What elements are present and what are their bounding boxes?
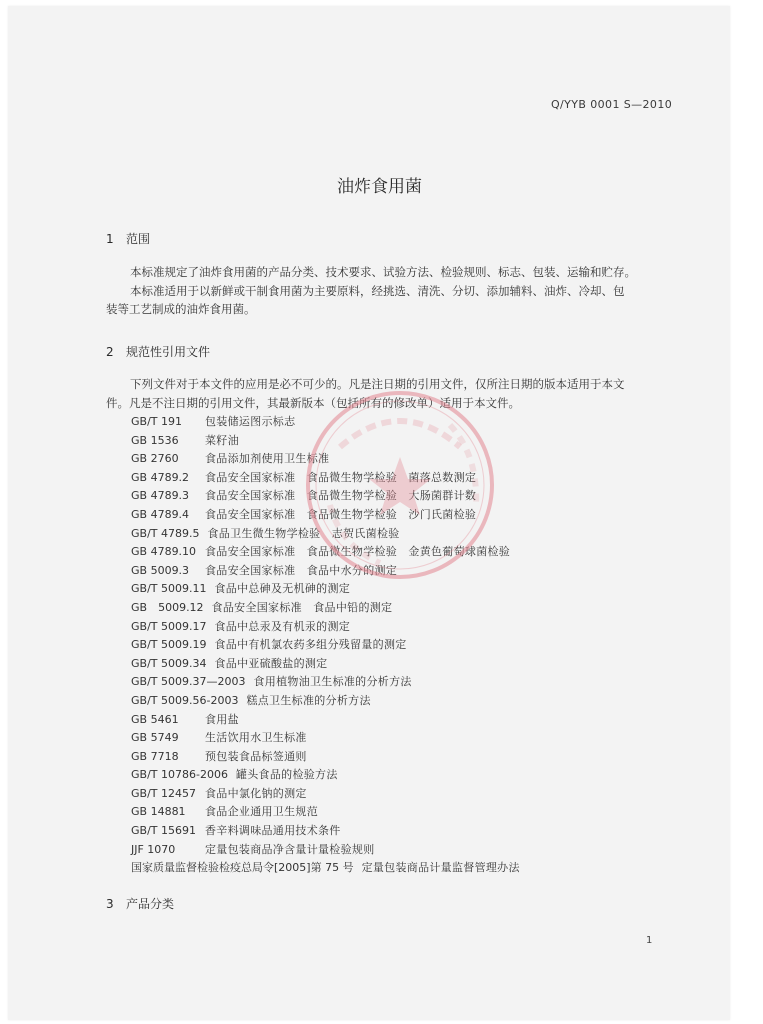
reference-item	[131, 711, 520, 730]
reference-title: 食品安全国家标准 食品微生物学检验 沙门氏菌检验	[205, 507, 477, 521]
reference-title: 食品中亚硫酸盐的测定	[214, 656, 328, 670]
reference-title: 食品中氯化钠的测定	[205, 786, 307, 800]
reference-code: JJF 1070	[131, 842, 176, 856]
reference-item	[131, 673, 520, 692]
reference-title: 菜籽油	[205, 433, 239, 447]
reference-title: 香辛料调味品通用技术条件	[205, 824, 341, 838]
scope-text	[106, 263, 636, 319]
reference-title: 食品安全国家标准 食品微生物学检验 金黄色葡萄球菌检验	[205, 545, 511, 559]
reference-title: 罐头食品的检验方法	[235, 768, 338, 782]
reference-code: GB/T 5009.37—2003	[131, 675, 246, 689]
section-title: 产品分类	[126, 897, 175, 911]
reference-item	[131, 859, 520, 878]
reference-title: 糕点卫生标准的分析方法	[246, 693, 371, 707]
reference-code: GB/T 5009.11	[131, 582, 207, 596]
reference-code: GB 14881	[131, 805, 186, 819]
reference-code: GB 5749	[131, 731, 179, 745]
reference-title: 食用植物油卫生标准的分析方法	[253, 675, 412, 689]
reference-code: GB 4789.2	[131, 470, 190, 484]
paragraph-line: 本标准适用于以新鲜或干制食用菌为主要原料，经挑选、清洗、分切、添加辅料、油炸、冷却、包	[130, 283, 625, 298]
references-intro	[106, 375, 625, 412]
section-heading	[106, 343, 210, 360]
reference-item	[131, 766, 520, 785]
reference-title: 食品添加剂使用卫生标准	[205, 452, 330, 466]
paragraph-line: 装等工艺制成的油炸食用菌。	[106, 302, 256, 316]
reference-item	[131, 822, 520, 841]
reference-item	[131, 580, 520, 599]
reference-code: GB/T 5009.34	[131, 656, 207, 670]
section-number: 2	[106, 345, 114, 359]
reference-code: GB/T 15691	[131, 824, 196, 838]
reference-title: 食品中总汞及有机汞的测定	[214, 619, 351, 633]
reference-title: 定量包装商品计量监督管理办法	[361, 861, 520, 875]
reference-item	[131, 636, 520, 655]
reference-code: GB/T 5009.19	[131, 638, 207, 652]
reference-item	[131, 618, 520, 637]
reference-code: GB 1536	[131, 433, 179, 447]
reference-item	[131, 469, 520, 488]
reference-title: 食品安全国家标准 食品中水分的测定	[205, 563, 398, 577]
reference-item	[131, 655, 520, 674]
section-number: 3	[106, 897, 114, 911]
reference-code: GB/T 10786-2006	[131, 768, 228, 782]
section-number: 1	[106, 232, 114, 246]
reference-code: GB/T 5009.56-2003	[131, 693, 239, 707]
reference-code: GB 5461	[131, 712, 179, 726]
standard-code: Q/YYB 0001 S—2010	[551, 98, 673, 111]
reference-item	[131, 692, 520, 711]
reference-item	[131, 748, 520, 767]
reference-item	[131, 841, 520, 860]
reference-code: GB 4789.3	[131, 489, 190, 503]
reference-code: GB 2760	[131, 452, 179, 466]
reference-code: GB/T 191	[131, 415, 182, 428]
reference-title: 食品安全国家标准 食品微生物学检验 菌落总数测定	[205, 470, 477, 484]
page-number: 1	[646, 935, 653, 946]
reference-item	[131, 413, 520, 432]
reference-code: GB 5009.12	[131, 600, 204, 614]
paragraph-line: 件。凡是不注日期的引用文件，其最新版本（包括所有的修改单）适用于本文件。	[106, 395, 520, 410]
reference-item	[131, 450, 520, 469]
section-title: 规范性引用文件	[126, 345, 211, 359]
reference-title: 生活饮用水卫生标准	[205, 731, 307, 745]
reference-code: GB 4789.4	[131, 507, 190, 521]
reference-item	[131, 599, 520, 618]
section-heading	[106, 895, 174, 912]
reference-item	[131, 525, 520, 544]
reference-title: 预包装食品标签通则	[205, 749, 307, 763]
reference-item	[131, 432, 520, 451]
paragraph-line: 本标准规定了油炸食用菌的产品分类、技术要求、试验方法、检验规则、标志、包装、运输和贮存。	[130, 265, 636, 279]
reference-title: 食品中有机氯农药多组分残留量的测定	[214, 638, 407, 652]
reference-code: 国家质量监督检验检疫总局令[2005]第 75 号	[131, 861, 354, 875]
reference-item	[131, 562, 520, 581]
reference-title: 定量包装商品净含量计量检验规则	[205, 842, 375, 856]
reference-code: GB/T 5009.17	[131, 619, 207, 633]
reference-item	[131, 729, 520, 748]
reference-list	[131, 413, 520, 878]
reference-title: 食品安全国家标准 食品微生物学检验 大肠菌群计数	[205, 489, 477, 503]
reference-code: GB/T 12457	[131, 786, 196, 800]
reference-code: GB 4789.10	[131, 545, 197, 559]
reference-title: 食品中总砷及无机砷的测定	[214, 582, 351, 596]
section-heading	[106, 230, 150, 247]
paragraph-line: 下列文件对于本文件的应用是必不可少的。凡是注日期的引用文件，仅所注日期的版本适用于本文	[130, 377, 625, 391]
reference-item	[131, 803, 520, 822]
reference-code: GB 5009.3	[131, 563, 190, 577]
reference-item	[131, 785, 520, 804]
section-title: 范围	[126, 232, 151, 246]
reference-item	[131, 506, 520, 525]
reference-item	[131, 487, 520, 506]
reference-item	[131, 543, 520, 562]
reference-title: 食品安全国家标准 食品中铅的测定	[211, 600, 393, 614]
reference-title: 包装储运图示标志	[205, 415, 296, 428]
reference-title: 食品企业通用卫生规范	[205, 805, 318, 819]
reference-code: GB 7718	[131, 749, 179, 763]
document-title: 油炸食用菌	[337, 177, 422, 197]
reference-title: 食品卫生微生物学检验 志贺氏菌检验	[207, 526, 400, 540]
reference-code: GB/T 4789.5	[131, 526, 200, 540]
reference-title: 食用盐	[205, 712, 239, 726]
